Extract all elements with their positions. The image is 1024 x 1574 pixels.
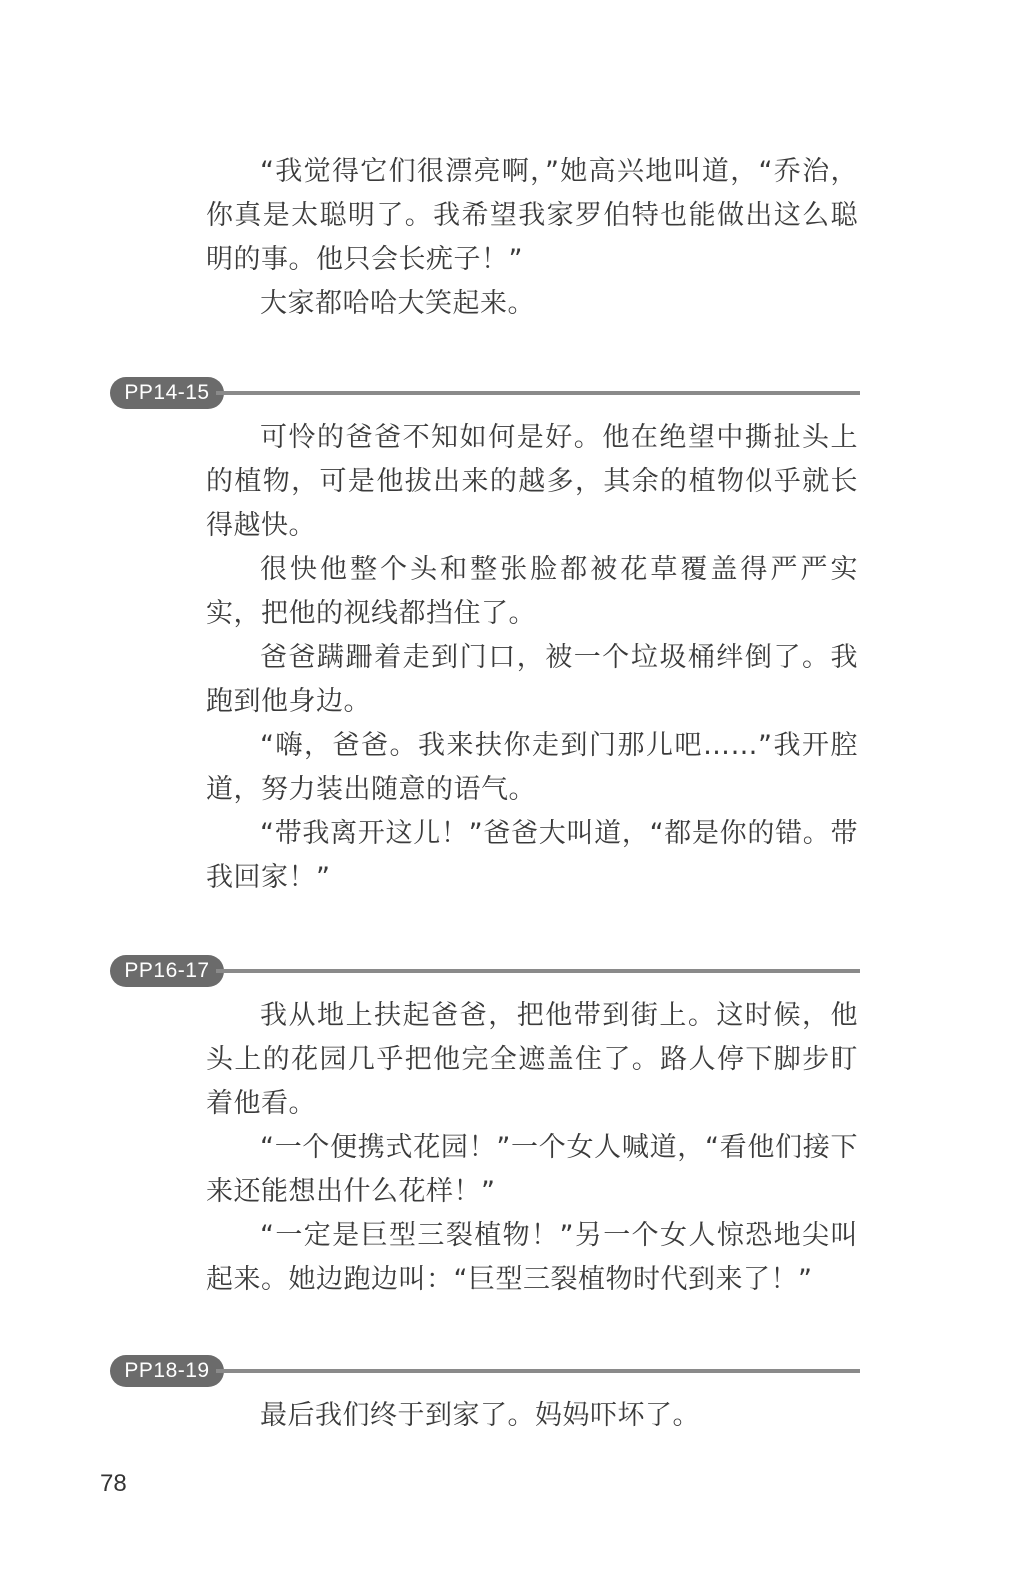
paragraph: “带我离开这儿！”爸爸大叫道，“都是你的错。带我回家！” — [206, 818, 858, 893]
section-label: PP14-15 — [110, 377, 224, 409]
section-header — [110, 955, 860, 987]
paragraph: 爸爸蹒跚着走到门口，被一个垃圾桶绊倒了。我跑到他身边。 — [206, 642, 858, 717]
section-divider — [216, 1369, 860, 1373]
paragraph: 我从地上扶起爸爸，把他带到街上。这时候，他头上的花园几乎把他完全遮盖住了。路人停下脚步盯着他看。 — [206, 1000, 858, 1119]
section-divider — [216, 969, 860, 973]
section-divider — [216, 391, 860, 395]
paragraph: “嗨，爸爸。我来扶你走到门那儿吧……”我开腔道，努力装出随意的语气。 — [206, 730, 858, 805]
paragraph: “我觉得它们很漂亮啊，”她高兴地叫道，“乔治，你真是太聪明了。我希望我家罗伯特也能做出这么聪明的事。他只会长疣子！” — [206, 156, 858, 275]
paragraph: 最后我们终于到家了。妈妈吓坏了。 — [260, 1400, 700, 1431]
section-header — [110, 377, 860, 409]
paragraph: “一定是巨型三裂植物！”另一个女人惊恐地尖叫起来。她边跑边叫：“巨型三裂植物时代到来了！” — [206, 1220, 858, 1295]
paragraph: “一个便携式花园！”一个女人喊道，“看他们接下来还能想出什么花样！” — [206, 1132, 858, 1207]
section-header — [110, 1355, 860, 1387]
section-label: PP18-19 — [110, 1355, 224, 1387]
section-label: PP16-17 — [110, 955, 224, 987]
paragraph: 很快他整个头和整张脸都被花草覆盖得严严实实，把他的视线都挡住了。 — [206, 554, 858, 629]
paragraph: 大家都哈哈大笑起来。 — [260, 288, 535, 319]
page-number: 78 — [100, 1470, 127, 1497]
paragraph: 可怜的爸爸不知如何是好。他在绝望中撕扯头上的植物，可是他拔出来的越多，其余的植物似乎就长得越快。 — [206, 422, 858, 541]
